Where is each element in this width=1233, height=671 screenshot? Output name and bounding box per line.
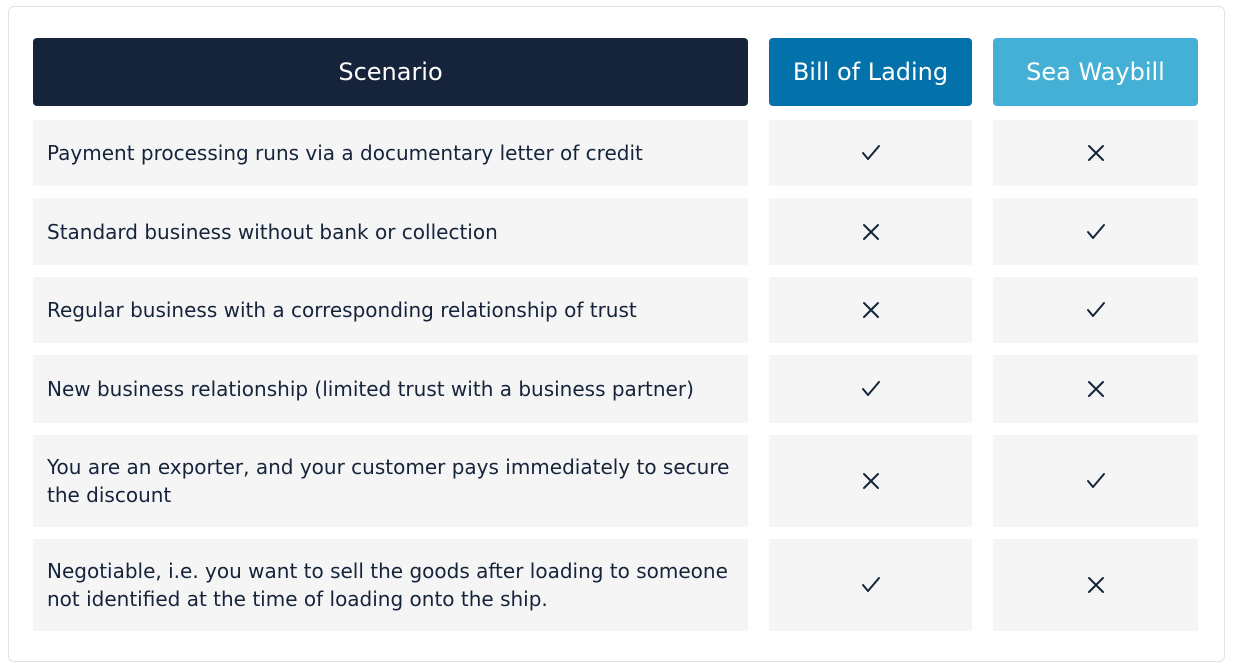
- scenario-cell: Payment processing runs via a documentary letter of credit: [33, 120, 748, 186]
- sea-waybill-cell: [993, 120, 1198, 186]
- bill-of-lading-cell: [769, 539, 972, 631]
- cross-icon: [1083, 572, 1109, 598]
- bill-of-lading-cell: [769, 355, 972, 423]
- checkmark-icon: [858, 376, 884, 402]
- header-bill-of-lading: Bill of Lading: [769, 38, 972, 106]
- checkmark-icon: [1083, 297, 1109, 323]
- sea-waybill-cell: [993, 539, 1198, 631]
- bill-of-lading-cell: [769, 435, 972, 527]
- sea-waybill-cell: [993, 355, 1198, 423]
- sea-waybill-cell: [993, 198, 1198, 265]
- sea-waybill-cell: [993, 277, 1198, 343]
- scenario-cell: Standard business without bank or collection: [33, 198, 748, 265]
- checkmark-icon: [1083, 219, 1109, 245]
- scenario-cell: New business relationship (limited trust with a business partner): [33, 355, 748, 423]
- checkmark-icon: [1083, 468, 1109, 494]
- sea-waybill-cell: [993, 435, 1198, 527]
- header-scenario: Scenario: [33, 38, 748, 106]
- bill-of-lading-cell: [769, 277, 972, 343]
- cross-icon: [858, 468, 884, 494]
- cross-icon: [1083, 376, 1109, 402]
- cross-icon: [858, 219, 884, 245]
- checkmark-icon: [858, 140, 884, 166]
- bill-of-lading-cell: [769, 198, 972, 265]
- scenario-cell: Regular business with a corresponding relationship of trust: [33, 277, 748, 343]
- bill-of-lading-cell: [769, 120, 972, 186]
- checkmark-icon: [858, 572, 884, 598]
- scenario-cell: You are an exporter, and your customer pays immediately to secure the discount: [33, 435, 748, 527]
- cross-icon: [1083, 140, 1109, 166]
- header-sea-waybill: Sea Waybill: [993, 38, 1198, 106]
- scenario-cell: Negotiable, i.e. you want to sell the goods after loading to someone not identified at the time of loading onto the ship.: [33, 539, 748, 631]
- cross-icon: [858, 297, 884, 323]
